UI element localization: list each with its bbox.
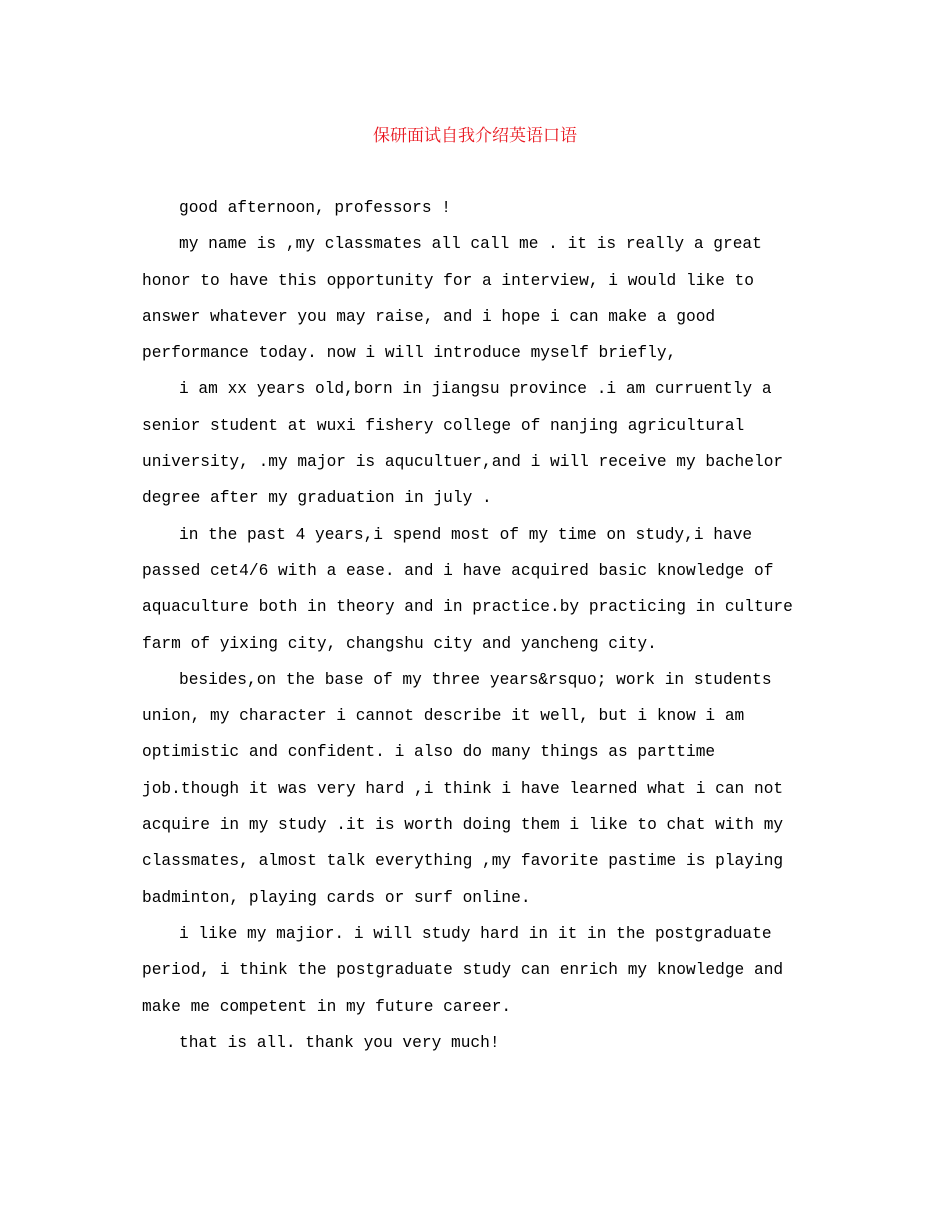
- paragraph-major: i like my majior. i will study hard in it in the postgraduate period, i think the postgraduate study can enrich my knowledge and make me competent in my future career.: [142, 924, 784, 1016]
- paragraph-greeting: good afternoon, professors !: [179, 199, 451, 217]
- document-body: [142, 190, 810, 1061]
- paragraph-background: i am xx years old,born in jiangsu province .i am curruently a senior student at wuxi fishery college of nanjing agricultural university, .my major is aqucultuer,and i will receive my bachelor degree after my graduation in july .: [142, 380, 784, 508]
- paragraph-introduction: my name is ,my classmates all call me . it is really a great honor to have this opportunity for a interview, i would like to answer whatever you may raise, and i hope i can make a good performance today. now i will introduce myself briefly,: [142, 235, 762, 363]
- paragraph-character: besides,on the base of my three years&rsquo; work in students union, my character i cannot describe it well, but i know i am optimistic and confident. i also do many things as parttime job.though it was very hard ,i think i have learned what i can not acquire in my study .it is worth doing them i like to chat with my classmates, almost talk everything ,my favorite pastime is playing badminton, playing cards or surf online.: [142, 670, 784, 907]
- document-title: 保研面试自我介绍英语口语: [373, 126, 577, 146]
- paragraph-study: in the past 4 years,i spend most of my time on study,i have passed cet4/6 with a ease. and i have acquired basic knowledge of aquaculture both in theory and in practice.by practicing in culture farm of yixing city, changshu city and yancheng city.: [142, 525, 793, 653]
- paragraph-closing: that is all. thank you very much!: [179, 1033, 500, 1052]
